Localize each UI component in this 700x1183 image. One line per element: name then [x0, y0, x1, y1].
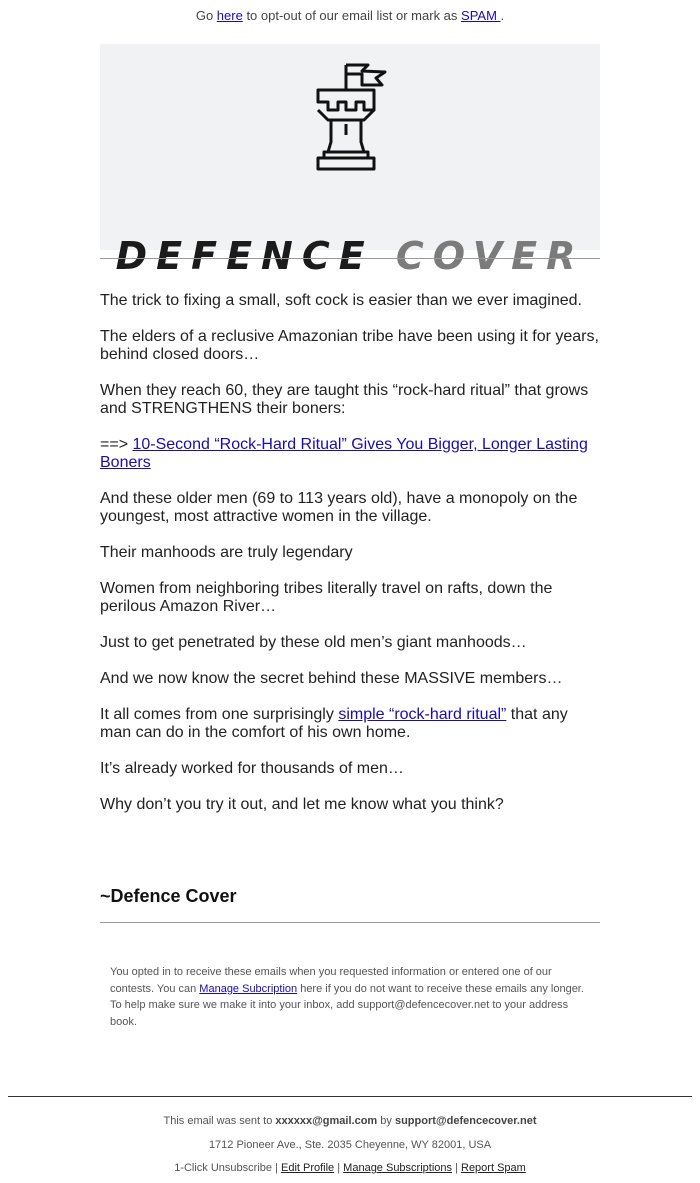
paragraph-4	[100, 436, 600, 472]
optout-header	[0, 8, 700, 23]
report-spam-link[interactable]: Report Spam	[461, 1162, 526, 1174]
p10-suffix: that any man can do in the comfort of his own home.	[100, 706, 568, 741]
optout-here-link[interactable]: here	[216, 8, 243, 23]
optin-text-2: here if you do not want to receive these emails any longer. To help make sure we make it into your inbox, add support@defencecover.net to your address book.	[110, 982, 584, 1028]
castle-rook-flag-icon	[100, 44, 600, 250]
mark-spam-link[interactable]: SPAM	[461, 8, 501, 23]
footer-separator: |	[272, 1162, 281, 1174]
sent-by: by	[377, 1115, 395, 1127]
simple-ritual-link[interactable]: simple “rock-hard ritual”	[338, 706, 507, 723]
paragraph-12: Why don’t you try it out, and let me know what you think?	[100, 796, 504, 813]
manage-subscriptions-link[interactable]: Manage Subscriptions	[343, 1162, 453, 1174]
optout-middle: to opt-out of our email list or mark as	[242, 8, 462, 23]
recipient-email: xxxxxx@gmail.com	[275, 1115, 378, 1127]
divider-bottom	[100, 922, 600, 923]
brand-word-cover: COVER	[395, 234, 585, 278]
edit-profile-link[interactable]: Edit Profile	[280, 1162, 335, 1174]
brand-word-defence: DEFENCE	[115, 234, 374, 278]
paragraph-11: It’s already worked for thousands of men…	[100, 760, 404, 777]
p10-prefix: It all comes from one surprisingly	[100, 706, 339, 723]
divider-top	[100, 258, 600, 259]
brand-wordmark	[100, 234, 600, 278]
paragraph-2: The elders of a reclusive Amazonian tribe have been using it for years, behind closed doors…	[100, 328, 599, 363]
optin-text-1: You opted in to receive these emails when you requested information or entered one of our contests. You can	[110, 966, 552, 995]
paragraph-5: And these older men (69 to 113 years old), have a monopoly on the youngest, most attractive women in the village.	[100, 490, 578, 525]
paragraph-7: Women from neighboring tribes literally travel on rafts, down the perilous Amazon River…	[100, 580, 553, 615]
optout-suffix: .	[500, 8, 505, 23]
manage-subscription-link[interactable]: Manage Subcription	[199, 982, 298, 995]
paragraph-10	[100, 706, 600, 742]
footer-divider	[8, 1096, 692, 1097]
email-body	[100, 292, 600, 832]
ritual-headline-link[interactable]: 10-Second “Rock-Hard Ritual” Gives You Bigger, Longer Lasting Boners	[100, 436, 588, 471]
paragraph-1: The trick to fixing a small, soft cock is easier than we ever imagined.	[100, 292, 582, 309]
one-click-unsubscribe[interactable]: 1-Click Unsubscribe	[174, 1162, 272, 1174]
sender-email: support@defencecover.net	[394, 1115, 537, 1127]
paragraph-3: When they reach 60, they are taught this “rock-hard ritual” that grows and STRENGTHENS their boners:	[100, 382, 589, 417]
footer-links	[0, 1162, 700, 1174]
optout-prefix: Go	[195, 8, 217, 23]
paragraph-8: Just to get penetrated by these old men’s giant manhoods…	[100, 634, 527, 651]
brand-banner	[100, 44, 600, 278]
footer-separator: |	[452, 1162, 461, 1174]
optin-notice	[110, 964, 595, 1030]
sent-prefix: This email was sent to	[163, 1115, 276, 1127]
footer-address: 1712 Pioneer Ave., Ste. 2035 Cheyenne, WY 82001, USA	[208, 1139, 492, 1151]
footer-separator: |	[334, 1162, 344, 1174]
arrow-prefix: ==>	[100, 436, 133, 453]
paragraph-6: Their manhoods are truly legendary	[100, 544, 353, 561]
footer-sent-line	[0, 1115, 700, 1127]
paragraph-9: And we now know the secret behind these MASSIVE members…	[100, 670, 563, 687]
signature: ~Defence Cover	[100, 886, 237, 906]
